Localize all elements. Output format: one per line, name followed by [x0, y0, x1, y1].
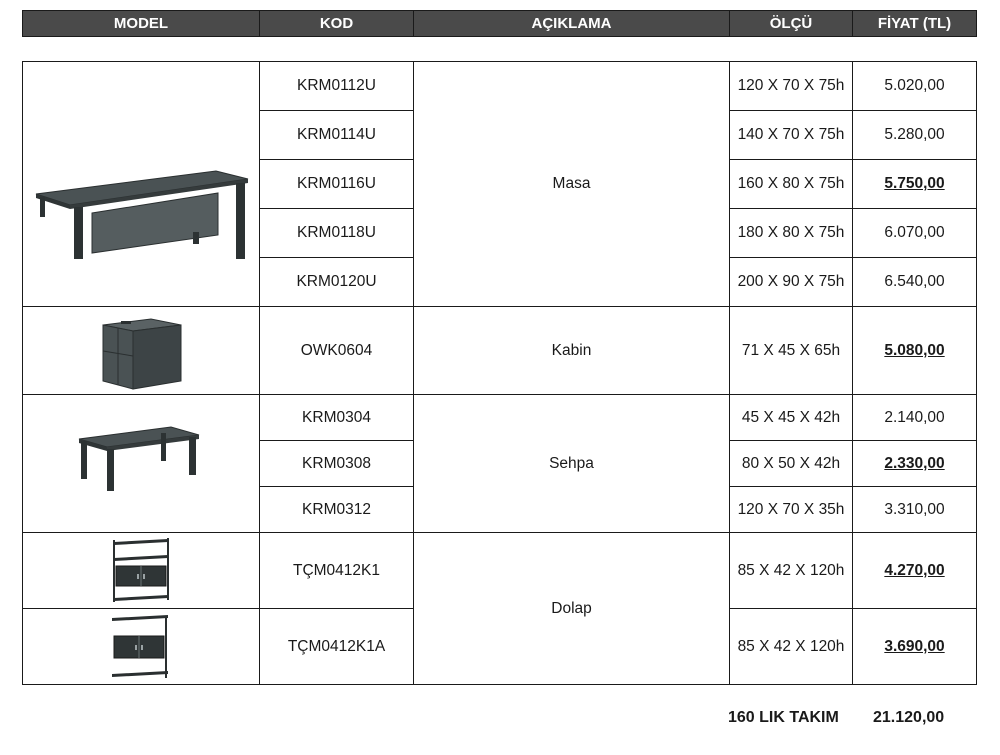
table-row — [23, 533, 977, 609]
fiyat-cell: 2.140,00 — [853, 395, 977, 441]
cabinet-image-cell — [23, 307, 260, 395]
total-value: 21.120,00 — [873, 709, 945, 726]
kod-cell: TÇM0412K1 — [260, 533, 414, 609]
table-row — [23, 307, 977, 395]
fiyat-cell: 3.690,00 — [853, 609, 977, 685]
fiyat-cell: 6.540,00 — [853, 258, 977, 307]
total-label: 160 LIK TAKIM — [728, 709, 839, 726]
header-model: MODEL — [23, 11, 260, 37]
fiyat-cell: 5.280,00 — [853, 111, 977, 160]
olcu-cell: 85 X 42 X 120h — [730, 609, 853, 685]
coffee-table-icon — [71, 419, 211, 509]
price-table-header — [22, 10, 977, 37]
table-row — [23, 395, 977, 441]
fiyat-cell: 5.020,00 — [853, 62, 977, 111]
olcu-cell: 71 X 45 X 65h — [730, 307, 853, 395]
desk-image-cell — [23, 62, 260, 307]
shelf-cabinet-icon — [106, 612, 176, 682]
header-olcu: ÖLÇÜ — [730, 11, 853, 37]
olcu-cell: 120 X 70 X 75h — [730, 62, 853, 111]
fiyat-cell: 4.270,00 — [853, 533, 977, 609]
fiyat-cell: 6.070,00 — [853, 209, 977, 258]
kod-cell: KRM0308 — [260, 441, 414, 487]
kod-cell: KRM0118U — [260, 209, 414, 258]
description-cell: Dolap — [414, 533, 730, 685]
kod-cell: KRM0114U — [260, 111, 414, 160]
fiyat-cell: 3.310,00 — [853, 487, 977, 533]
cabinet-icon — [91, 311, 191, 391]
fiyat-cell: 5.080,00 — [853, 307, 977, 395]
kod-cell: KRM0304 — [260, 395, 414, 441]
kod-cell: KRM0312 — [260, 487, 414, 533]
shelf-cabinet-icon — [106, 536, 176, 606]
olcu-cell: 85 X 42 X 120h — [730, 533, 853, 609]
table-row — [23, 62, 977, 111]
olcu-cell: 160 X 80 X 75h — [730, 160, 853, 209]
description-cell: Kabin — [414, 307, 730, 395]
description-cell: Sehpa — [414, 395, 730, 533]
olcu-cell: 140 X 70 X 75h — [730, 111, 853, 160]
header-aciklama: AÇIKLAMA — [414, 11, 730, 37]
fiyat-cell: 5.750,00 — [853, 160, 977, 209]
kod-cell: OWK0604 — [260, 307, 414, 395]
header-kod: KOD — [260, 11, 414, 37]
kod-cell: KRM0112U — [260, 62, 414, 111]
coffee-table-image-cell — [23, 395, 260, 533]
olcu-cell: 80 X 50 X 42h — [730, 441, 853, 487]
description-cell: Masa — [414, 62, 730, 307]
olcu-cell: 45 X 45 X 42h — [730, 395, 853, 441]
olcu-cell: 200 X 90 X 75h — [730, 258, 853, 307]
shelf-image-cell-2 — [23, 609, 260, 685]
desk-icon — [26, 109, 256, 259]
header-fiyat: FİYAT (TL) — [853, 11, 977, 37]
shelf-image-cell-1 — [23, 533, 260, 609]
fiyat-cell: 2.330,00 — [853, 441, 977, 487]
price-table — [22, 61, 977, 685]
kod-cell: KRM0120U — [260, 258, 414, 307]
olcu-cell: 180 X 80 X 75h — [730, 209, 853, 258]
kod-cell: KRM0116U — [260, 160, 414, 209]
olcu-cell: 120 X 70 X 35h — [730, 487, 853, 533]
kod-cell: TÇM0412K1A — [260, 609, 414, 685]
